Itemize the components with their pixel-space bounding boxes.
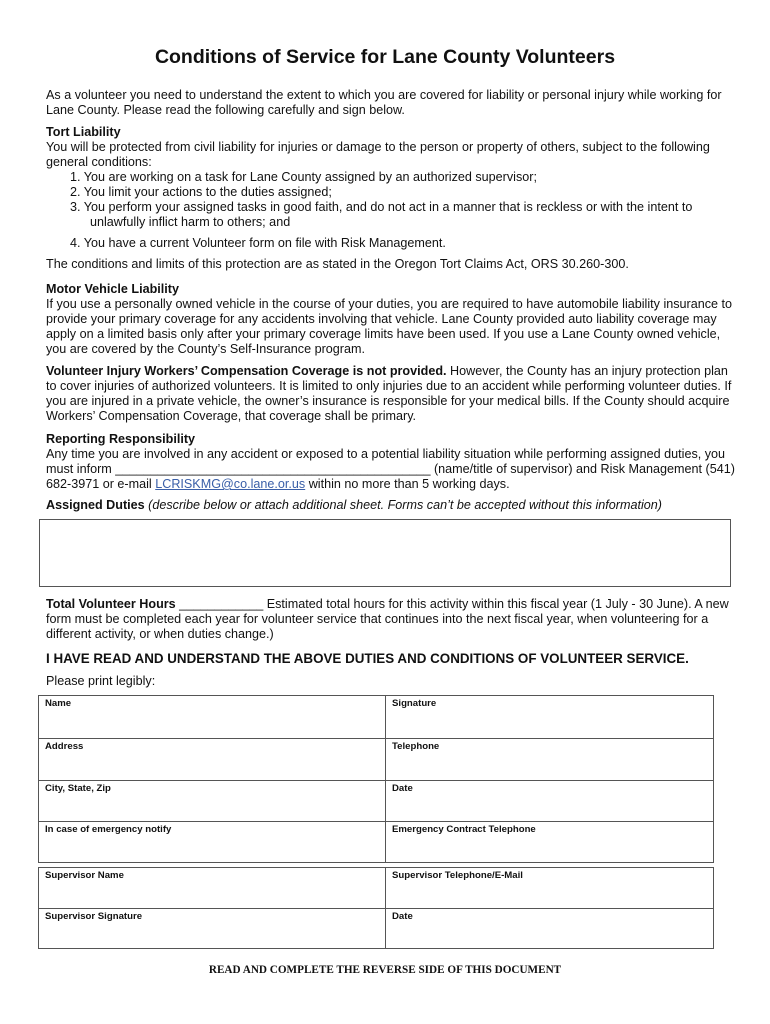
assigned-duties-box[interactable] [39, 519, 731, 587]
reporting-text-part: within no more than 5 working days. [305, 477, 510, 491]
table-row [39, 909, 714, 949]
motor-vehicle-heading: Motor Vehicle Liability [46, 282, 179, 296]
reporting-heading: Reporting Responsibility [46, 432, 196, 446]
supervisor-contact-field[interactable]: Supervisor Telephone/E-Mail [386, 868, 714, 909]
tort-closing-text: The conditions and limits of this protection are as stated in the Oregon Tort Claims Act, ORS 30.260-300. [46, 257, 629, 271]
footer-note: READ AND COMPLETE THE REVERSE SIDE OF THIS DOCUMENT [208, 964, 562, 976]
assigned-duties-heading: Assigned Duties [46, 498, 145, 512]
reporting-text-part: Any time you are involved in any accident or exposed to a potential liability situation while performing assigned duties, you must inform [46, 447, 726, 476]
workers-comp-heading: Volunteer Injury Workers’ Compensation Coverage is not provided. [46, 364, 447, 378]
supervisor-blank[interactable]: _____________________________________________ [115, 462, 431, 476]
emergency-telephone-field[interactable]: Emergency Contract Telephone [386, 822, 714, 863]
list-item: 1. You are working on a task for Lane County assigned by an authorized supervisor; [70, 170, 537, 184]
tort-liability-section [46, 125, 736, 272]
volunteer-hours-paragraph [46, 597, 736, 642]
table-row [39, 696, 714, 739]
table-row [39, 868, 714, 909]
list-item: 3. You perform your assigned tasks in good faith, and do not act in a manner that is reckless or with the intent to unlawfully inflict harm to others; and [70, 200, 693, 229]
reporting-text-part: (name/title of supervisor) and Risk Management (541) 682-3971 or e-mail [46, 462, 735, 491]
intro-paragraph: As a volunteer you need to understand the extent to which you are covered for liability or personal injury while working for Lane County. Please read the following carefully and sign below. [46, 88, 722, 117]
city-state-zip-field[interactable]: City, State, Zip [39, 781, 386, 822]
tort-liability-text: You will be protected from civil liability for injuries or damage to the person or property of others, subject to the following general conditions: [46, 140, 710, 169]
address-field[interactable]: Address [39, 739, 386, 781]
tort-liability-heading: Tort Liability [46, 125, 121, 139]
volunteer-info-form [38, 695, 714, 863]
table-row [39, 781, 714, 822]
date-field[interactable]: Date [386, 781, 714, 822]
assigned-duties-label [46, 498, 736, 513]
motor-vehicle-text: If you use a personally owned vehicle in the course of your duties, you are required to have automobile liability insurance to provide your primary coverage for any accidents involving that vehicle. Lane County provided auto liability coverage may apply on a limited basis only after your primary coverage limits have been used. If you use a Lane County owned vehicle, you are covered by the County’s Self-Insurance program. [46, 297, 733, 356]
reporting-text [46, 447, 736, 492]
motor-vehicle-section [46, 282, 736, 357]
acknowledgement-statement: I HAVE READ AND UNDERSTAND THE ABOVE DUTIES AND CONDITIONS OF VOLUNTEER SERVICE. [46, 651, 689, 666]
assigned-duties-note: (describe below or attach additional sheet. Forms can’t be accepted without this information) [148, 498, 662, 512]
telephone-field[interactable]: Telephone [386, 739, 714, 781]
supervisor-form [38, 867, 714, 949]
name-field[interactable]: Name [39, 696, 386, 739]
signature-field[interactable]: Signature [386, 696, 714, 739]
supervisor-name-field[interactable]: Supervisor Name [39, 868, 386, 909]
print-legibly-note: Please print legibly: [46, 674, 156, 688]
table-row [39, 822, 714, 863]
volunteer-hours-heading: Total Volunteer Hours [46, 597, 176, 611]
table-row [39, 739, 714, 781]
risk-email-link[interactable]: LCRISKMG@co.lane.or.us [155, 477, 306, 491]
list-item: 4. You have a current Volunteer form on file with Risk Management. [70, 236, 446, 250]
reporting-section [46, 432, 736, 492]
workers-comp-text: However, the County has an injury protection plan to cover injuries of authorized volunteers. It is limited to only injuries due to an accident while performing volunteer duties. If you are injured in a private vehicle, the owner’s insurance is responsible for your medical bills. If the County should acquire Workers’ Compensation Coverage, that coverage shall be primary. [46, 364, 732, 423]
emergency-contact-field[interactable]: In case of emergency notify [39, 822, 386, 863]
supervisor-signature-field[interactable]: Supervisor Signature [39, 909, 386, 949]
page-title: Conditions of Service for Lane County Volunteers [154, 46, 616, 68]
volunteer-hours-blank[interactable]: ____________ [175, 597, 267, 611]
tort-conditions-list [46, 170, 736, 251]
workers-comp-paragraph [46, 364, 736, 424]
list-item: 2. You limit your actions to the duties assigned; [70, 185, 332, 199]
volunteer-hours-text: Estimated total hours for this activity within this fiscal year (1 July - 30 June). A new form must be completed each year for volunteer service that continues into the next fiscal year, when volunteering for a different activity, or when duties change.) [46, 597, 729, 641]
supervisor-date-field[interactable]: Date [386, 909, 714, 949]
